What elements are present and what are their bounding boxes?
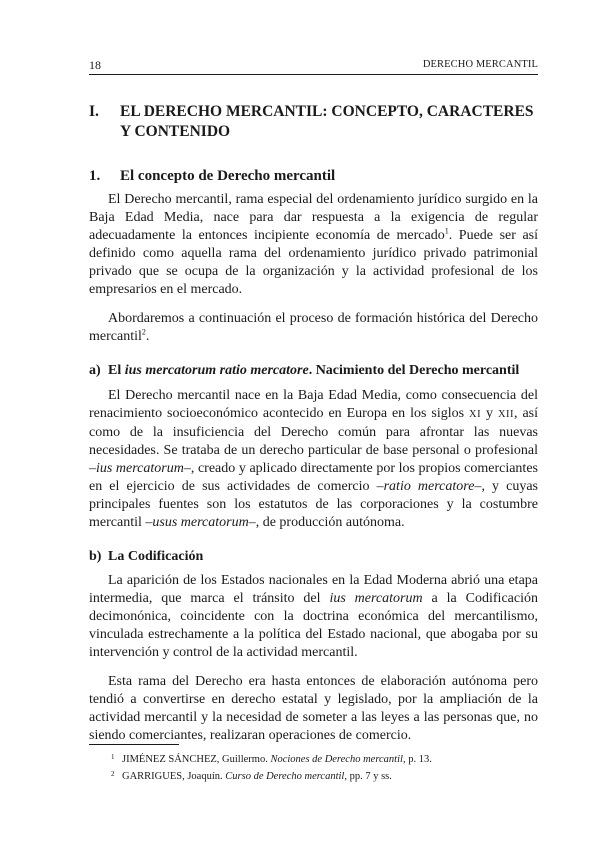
section-number: I.: [89, 103, 99, 120]
section-title: EL DERECHO MERCANTIL: CONCEPTO, CARACTERES Y CONTENIDO: [120, 103, 534, 140]
p3-italic-2: ratio mercatore: [383, 479, 475, 494]
paragraph-5: [89, 673, 538, 745]
footnote-ref-1[interactable]: 1: [444, 226, 449, 236]
paragraph-1-text: El Derecho mercantil, rama especial del ordenamiento jurídico surgido en la Baja Edad Media, nace para dar respuesta a la exigencia de regular adecuadamente la entonces incipiente economía de mercado: [89, 192, 538, 243]
footnote-rest: , p. 13.: [402, 754, 432, 765]
main-content: [89, 102, 538, 745]
subsection-title: El concepto de Derecho mercantil: [120, 168, 336, 184]
footnote-number: 1: [111, 753, 115, 761]
paragraph-4: [89, 572, 538, 662]
paragraph-1: [89, 191, 538, 299]
p4-t1: La aparición de los Estados nacionales en la Edad Moderna abrió una etapa intermedia, que marca el tránsito del: [89, 573, 538, 606]
p3-roman-xii: XII: [497, 409, 515, 420]
header-rule: [89, 74, 538, 75]
paragraph-3: [89, 387, 538, 532]
footnote-rest: , pp. 7 y ss.: [344, 771, 392, 782]
p3-t3: , así como de la insuficiencia del Derecho común para afrontar las nuevas necesidades. Se trataba de un derecho particular de base personal o profesional –: [89, 406, 538, 476]
heading-b-title: La Codificación: [108, 549, 204, 564]
p3-t1: El Derecho mercantil nace en la Baja Edad Media, como consecuencia del renacimiento socioeconómico acontecido en Europa en los siglos: [89, 388, 538, 421]
heading-a: [89, 362, 538, 380]
footnote-rule: [89, 744, 179, 745]
footnote: [89, 751, 538, 768]
subsection-heading: [89, 166, 538, 186]
footnote-number: 2: [111, 770, 115, 778]
footnote-work: Nociones de Derecho mercantil: [270, 754, 403, 765]
footnote: [89, 768, 538, 785]
footnote-author: GARRIGUES, Joaquín.: [122, 771, 226, 782]
subsection-number: 1.: [89, 168, 101, 184]
heading-a-italic: ius mercatorum ratio mercatore: [124, 363, 309, 378]
p3-t4: –, creado y aplicado directamente por los propios comerciantes en el ejercicio de sus actividades de comercio –: [89, 461, 538, 494]
footnote-author: JIMÉNEZ SÁNCHEZ, Guillermo.: [122, 754, 271, 765]
p4-italic-1: ius mercatorum: [329, 591, 423, 606]
p3-t2: y: [481, 406, 498, 421]
footnotes: [89, 751, 538, 785]
p3-t5: –, y cuyas principales fuentes son los estatutos de las corporaciones y la costumbre mercantil –: [89, 479, 538, 530]
paragraph-1-text-after: . Puede ser así definido como aquella rama del ordenamiento jurídico privado patrimonial privado que se ocupa de la organización y la actividad profesional de los empresarios en el mercado.: [89, 228, 538, 297]
heading-b-label: b): [89, 549, 102, 564]
running-title: DERECHO MERCANTIL: [422, 59, 538, 70]
paragraph-2: [89, 310, 538, 346]
p4-t2: a la Codificación decimonónica, coincidente con la doctrina económica del mercantilismo, vinculada estrechamente a la política del Estado nacional, que abogaba por su intervención y control de la actividad mercantil.: [89, 591, 538, 660]
heading-a-post: . Nacimiento del Derecho mercantil: [308, 363, 520, 378]
heading-b: [89, 548, 538, 566]
heading-a-label: a): [89, 363, 101, 378]
heading-a-title: [108, 362, 538, 380]
page-number: 18: [89, 58, 101, 72]
p3-italic-1: ius mercatorum: [96, 461, 184, 476]
section-heading: [89, 102, 538, 142]
p3-t6: –, de producción autónoma.: [248, 515, 405, 530]
p3-roman-xi: XI: [468, 409, 482, 420]
footnote-ref-2[interactable]: 2: [141, 327, 146, 337]
running-header: [89, 57, 538, 73]
heading-a-pre: El: [108, 363, 125, 378]
footnote-work: Curso de Derecho mercantil: [225, 771, 345, 782]
paragraph-2-text: Abordaremos a continuación el proceso de formación histórica del Derecho mercantil: [89, 311, 538, 344]
p3-italic-3: usus mercatorum: [152, 515, 249, 530]
paragraph-2-text-after: .: [145, 329, 150, 344]
p5-text: Esta rama del Derecho era hasta entonces de elaboración autónoma pero tendió a convertirse en derecho estatal y legislado, por la ampliación de la actividad mercantil y la necesidad de someter a las leyes a las personas que, no siendo comerciantes, realizaran operaciones de comercio.: [89, 674, 538, 743]
